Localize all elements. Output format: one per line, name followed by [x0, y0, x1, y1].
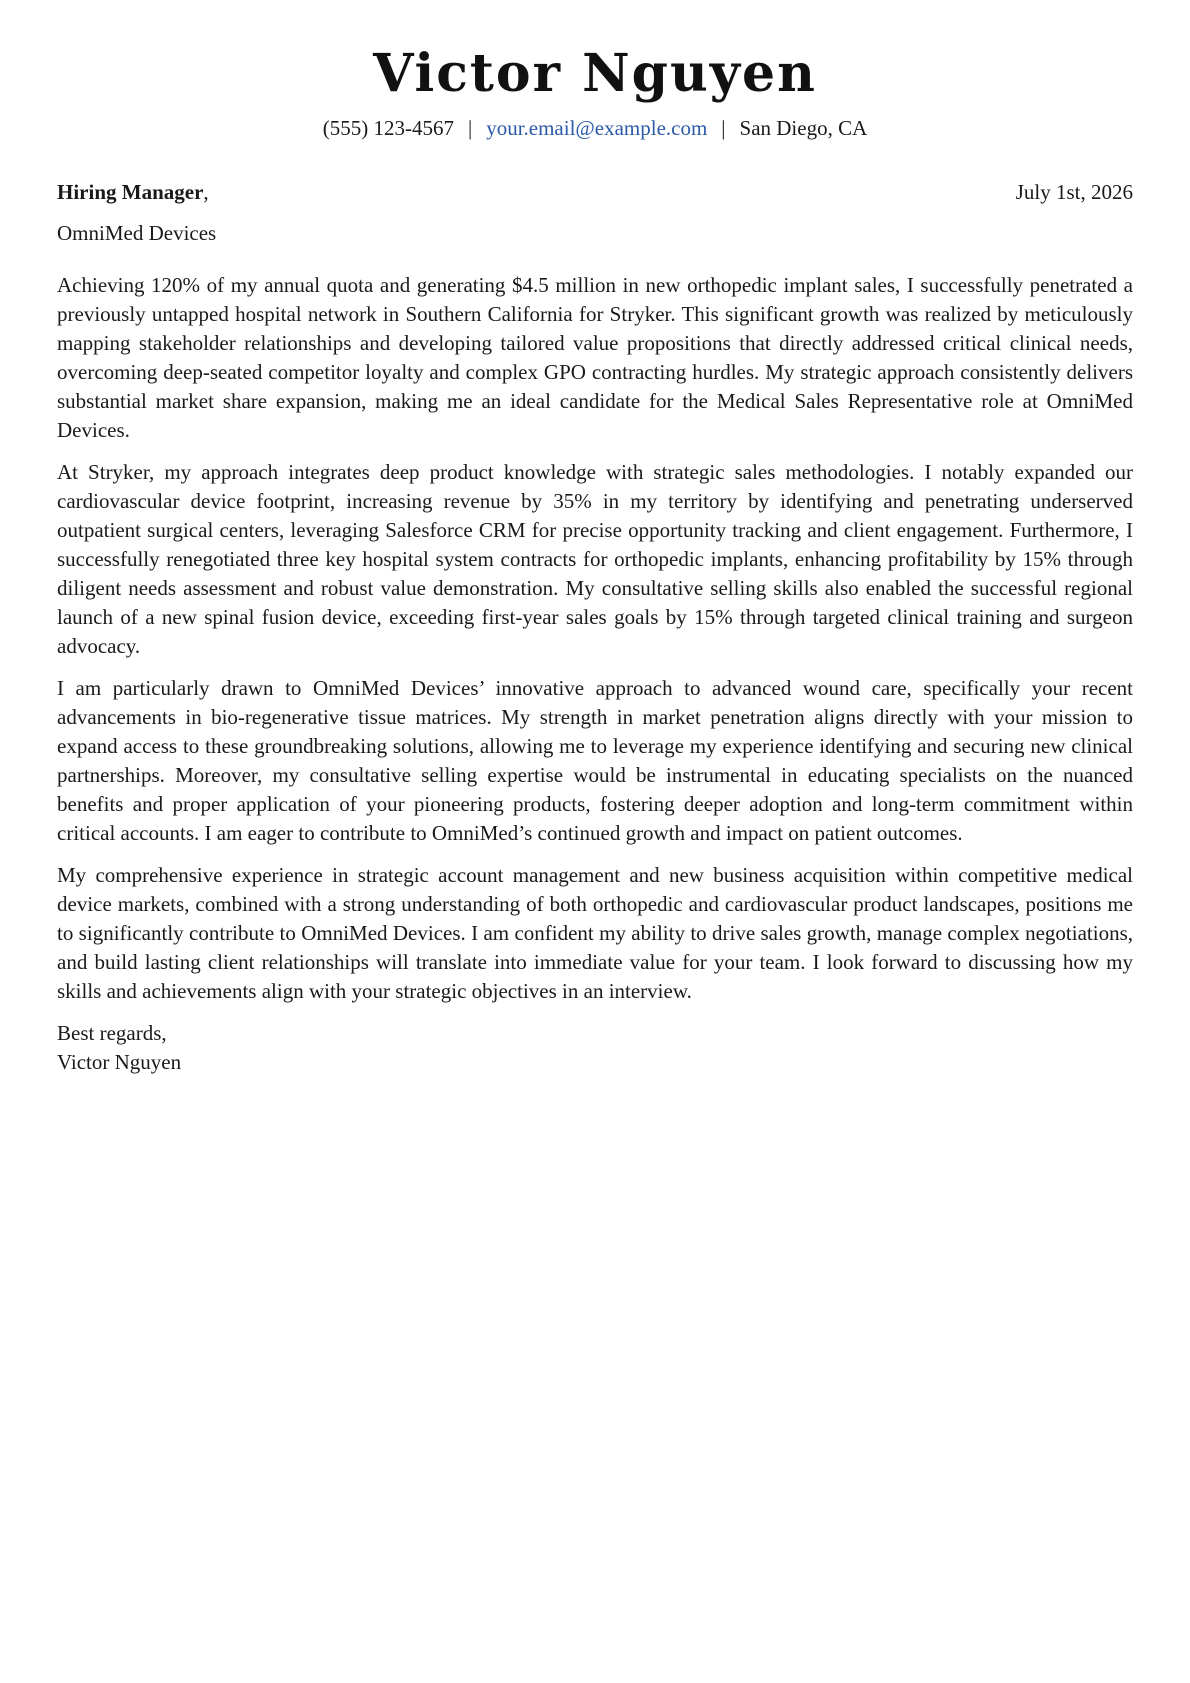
body-paragraph: My comprehensive experience in strategic account management and new business acquisition within competitive medical device markets, combined with a strong understanding of both orthopedic and cardiovascular product landscapes, positions me to significantly contribute to OmniMed Devices. I am confident my ability to drive sales growth, manage complex negotiations, and build lasting client relationships will translate into immediate value for your team. I look forward to discussing how my skills and achievements align with your strategic objectives in an interview.	[57, 863, 1133, 1003]
body-paragraph: Achieving 120% of my annual quota and generating $4.5 million in new orthopedic implant sales, I successfully penetrated a previously untapped hospital network in Southern California for Stryker. This significant growth was realized by meticulously mapping stakeholder relationships and developing tailored value propositions that directly addressed critical clinical needs, overcoming deep-seated competitor loyalty and complex GPO contracting hurdles. My strategic approach consistently delivers substantial market share expansion, making me an ideal candidate for the Medical Sales Representative role at OmniMed Devices.	[57, 273, 1133, 442]
email-link[interactable]: your.email@example.com	[486, 116, 708, 140]
applicant-name: Victor Nguyen	[373, 43, 817, 104]
phone-number: (555) 123-4567	[322, 116, 454, 140]
contact-separator: |	[467, 116, 473, 140]
contact-separator: |	[721, 116, 726, 140]
recipient-company: OmniMed Devices	[57, 221, 217, 245]
recipient-title-suffix: ,	[203, 180, 209, 204]
recipient-title: Hiring Manager	[57, 180, 204, 204]
location: San Diego, CA	[739, 116, 868, 140]
contact-line	[57, 114, 1133, 142]
letter-date: July 1st, 2026	[1015, 180, 1133, 204]
recipient-date-row	[57, 178, 1133, 206]
closing-salutation: Best regards,	[57, 1021, 167, 1045]
letter-closing	[57, 1019, 1133, 1077]
closing-signature: Victor Nguyen	[57, 1050, 182, 1074]
recipient-line	[57, 178, 209, 206]
body-paragraph: I am particularly drawn to OmniMed Devices’ innovative approach to advanced wound care, specifically your recent advancements in bio-regenerative tissue matrices. My strength in market penetration aligns directly with your mission to expand access to these groundbreaking solutions, allowing me to leverage my experience identifying and securing new clinical partnerships. Moreover, my consultative selling expertise would be instrumental in educating specialists on the nuanced benefits and proper application of your pioneering products, fostering deeper adoption and long-term commitment within critical accounts. I am eager to contribute to OmniMed’s continued growth and impact on patient outcomes.	[57, 676, 1133, 845]
body-paragraph: At Stryker, my approach integrates deep product knowledge with strategic sales methodologies. I notably expanded our cardiovascular device footprint, increasing revenue by 35% in my territory by identifying and penetrating underserved outpatient surgical centers, leveraging Salesforce CRM for precise opportunity tracking and client engagement. Furthermore, I successfully renegotiated three key hospital system contracts for orthopedic implants, enhancing profitability by 15% through diligent needs assessment and robust value demonstration. My consultative selling skills also enabled the successful regional launch of a new spinal fusion device, exceeding first-year sales goals by 15% through targeted clinical training and surgeon advocacy.	[57, 460, 1133, 658]
letter-body	[57, 271, 1133, 1006]
